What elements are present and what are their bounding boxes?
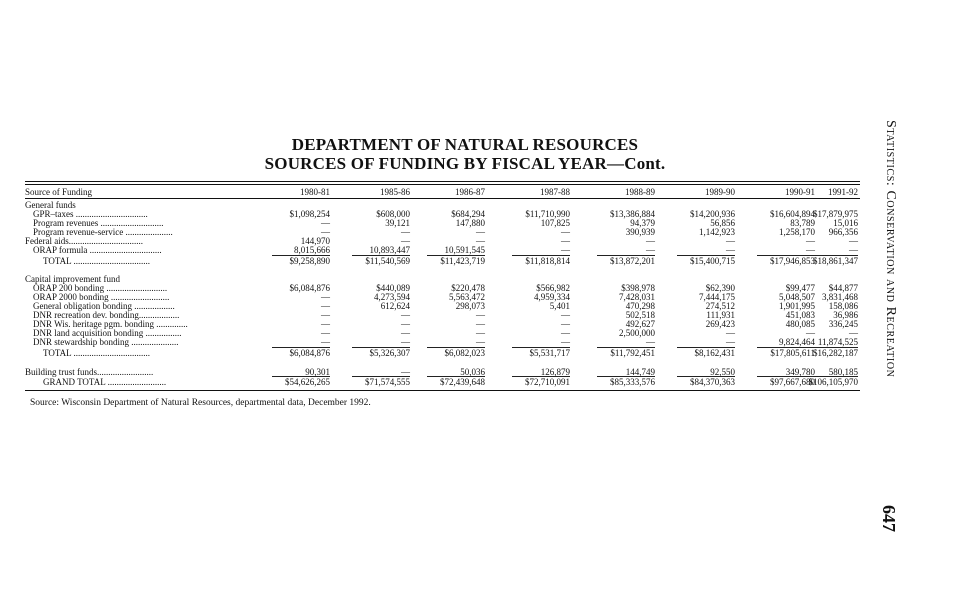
cell-value: $5,326,307 bbox=[369, 348, 410, 358]
row-label: GPR–taxes ................................ bbox=[33, 210, 148, 219]
cell-value: $17,879,975 bbox=[813, 209, 858, 219]
cell-value: — bbox=[849, 245, 858, 255]
row-label: DNR stewardship bonding ..................... bbox=[33, 338, 179, 347]
total-rule bbox=[427, 347, 485, 348]
cell-value: 612,624 bbox=[380, 301, 410, 311]
cell-value: — bbox=[561, 227, 570, 237]
row-label: Building trust funds......................... bbox=[25, 368, 154, 377]
row-label: Capital improvement fund bbox=[25, 275, 120, 284]
cell-value: — bbox=[401, 367, 410, 377]
cell-value: — bbox=[401, 328, 410, 338]
cell-value: $11,540,569 bbox=[365, 256, 410, 266]
cell-value: — bbox=[321, 328, 330, 338]
table-row bbox=[25, 246, 860, 255]
cell-value: 451,083 bbox=[785, 310, 815, 320]
cell-value: 90,301 bbox=[305, 367, 330, 377]
cell-value: 15,016 bbox=[833, 218, 858, 228]
cell-value: $15,400,715 bbox=[690, 256, 735, 266]
table-row bbox=[25, 378, 860, 387]
total-rule bbox=[677, 347, 735, 348]
cell-value: — bbox=[321, 319, 330, 329]
cell-value: — bbox=[726, 236, 735, 246]
cell-value: $16,604,894 bbox=[770, 209, 815, 219]
cell-value: $11,792,451 bbox=[610, 348, 655, 358]
cell-value: $18,861,347 bbox=[813, 256, 858, 266]
row-label: TOTAL .................................. bbox=[43, 257, 151, 266]
cell-value: 126,879 bbox=[540, 367, 570, 377]
header-year-1987-88: 1987-88 bbox=[540, 187, 570, 197]
cell-value: $220,478 bbox=[451, 283, 485, 293]
total-rule bbox=[272, 347, 330, 348]
cell-value: $11,818,814 bbox=[525, 256, 570, 266]
total-rule bbox=[800, 347, 858, 348]
header-year-1989-90: 1989-90 bbox=[705, 187, 735, 197]
table-top-rule bbox=[25, 181, 860, 182]
cell-value: 36,986 bbox=[833, 310, 858, 320]
cell-value: — bbox=[321, 292, 330, 302]
row-label: TOTAL .................................. bbox=[43, 349, 151, 358]
total-rule bbox=[800, 376, 858, 377]
cell-value: $17,805,611 bbox=[770, 348, 815, 358]
cell-value: 7,444,175 bbox=[699, 292, 735, 302]
total-rule bbox=[512, 255, 570, 256]
table-row bbox=[25, 338, 860, 347]
cell-value: 470,298 bbox=[625, 301, 655, 311]
row-label: ORAP formula ................................ bbox=[33, 246, 162, 255]
total-rule bbox=[800, 255, 858, 256]
cell-value: — bbox=[561, 337, 570, 347]
cell-value: 107,825 bbox=[540, 218, 570, 228]
cell-value: 147,880 bbox=[455, 218, 485, 228]
cell-value: 8,015,666 bbox=[294, 245, 330, 255]
side-running-header: Statistics: Conservation and Recreation bbox=[883, 120, 898, 378]
cell-value: — bbox=[321, 218, 330, 228]
cell-value: $566,982 bbox=[536, 283, 570, 293]
cell-value: $17,946,853 bbox=[770, 256, 815, 266]
cell-value: — bbox=[806, 245, 815, 255]
page-subtitle: SOURCES OF FUNDING BY FISCAL YEAR—Cont. bbox=[264, 154, 666, 173]
cell-value: 11,874,525 bbox=[817, 337, 858, 347]
cell-value: $97,667,680 bbox=[770, 377, 815, 387]
cell-value: — bbox=[561, 245, 570, 255]
cell-value: 502,518 bbox=[625, 310, 655, 320]
cell-value: — bbox=[476, 337, 485, 347]
cell-value: — bbox=[321, 310, 330, 320]
total-rule bbox=[597, 347, 655, 348]
cell-value: 274,512 bbox=[705, 301, 735, 311]
header-year-1985-86: 1985-86 bbox=[380, 187, 410, 197]
cell-value: $72,439,648 bbox=[440, 377, 485, 387]
cell-value: $71,574,555 bbox=[365, 377, 410, 387]
cell-value: $8,162,431 bbox=[694, 348, 735, 358]
cell-value: 9,824,464 bbox=[779, 337, 815, 347]
cell-value: 158,086 bbox=[828, 301, 858, 311]
cell-value: — bbox=[646, 337, 655, 347]
cell-value: 56,856 bbox=[710, 218, 735, 228]
total-rule bbox=[272, 255, 330, 256]
cell-value: $54,626,265 bbox=[285, 377, 330, 387]
cell-value: 7,428,031 bbox=[619, 292, 655, 302]
total-rule bbox=[597, 255, 655, 256]
header-underline bbox=[25, 198, 860, 199]
cell-value: — bbox=[321, 337, 330, 347]
total-rule bbox=[597, 376, 655, 377]
cell-value: $684,294 bbox=[451, 209, 485, 219]
cell-value: 39,121 bbox=[385, 218, 410, 228]
cell-value: 144,970 bbox=[300, 236, 330, 246]
cell-value: — bbox=[561, 236, 570, 246]
total-rule bbox=[427, 376, 485, 377]
table-top-rule-2 bbox=[25, 184, 860, 185]
cell-value: $608,000 bbox=[376, 209, 410, 219]
table-header-row bbox=[25, 188, 860, 197]
cell-value: 5,401 bbox=[549, 301, 570, 311]
cell-value: 10,591,545 bbox=[444, 245, 485, 255]
header-year-1980-81: 1980-81 bbox=[300, 187, 330, 197]
cell-value: — bbox=[321, 227, 330, 237]
cell-value: — bbox=[726, 328, 735, 338]
cell-value: 1,258,170 bbox=[779, 227, 815, 237]
row-label: General obligation bonding .................. bbox=[33, 302, 175, 311]
cell-value: 1,142,923 bbox=[699, 227, 735, 237]
cell-value: $13,386,884 bbox=[610, 209, 655, 219]
cell-value: — bbox=[849, 328, 858, 338]
cell-value: 83,789 bbox=[790, 218, 815, 228]
table-row bbox=[25, 257, 860, 266]
cell-value: $5,531,717 bbox=[529, 348, 570, 358]
cell-value: — bbox=[401, 310, 410, 320]
cell-value: — bbox=[561, 310, 570, 320]
cell-value: $1,098,254 bbox=[289, 209, 330, 219]
row-label: DNR land acquisition bonding ................ bbox=[33, 329, 182, 338]
cell-value: $398,978 bbox=[621, 283, 655, 293]
cell-value: — bbox=[401, 236, 410, 246]
page-title: DEPARTMENT OF NATURAL RESOURCES bbox=[291, 135, 639, 154]
row-label: ORAP 2000 bonding .......................... bbox=[33, 293, 170, 302]
row-label: ORAP 200 bonding ........................... bbox=[33, 284, 168, 293]
cell-value: — bbox=[321, 301, 330, 311]
table-row bbox=[25, 349, 860, 358]
cell-value: 94,379 bbox=[630, 218, 655, 228]
cell-value: 336,245 bbox=[828, 319, 858, 329]
row-label: GRAND TOTAL .......................... bbox=[43, 378, 167, 387]
row-label: General funds bbox=[25, 201, 76, 210]
row-label: DNR recreation dev. bonding.................. bbox=[33, 311, 180, 320]
cell-value: $44,877 bbox=[828, 283, 858, 293]
total-rule bbox=[677, 255, 735, 256]
cell-value: 298,073 bbox=[455, 301, 485, 311]
cell-value: $62,390 bbox=[705, 283, 735, 293]
cell-value: $440,089 bbox=[376, 283, 410, 293]
cell-value: — bbox=[806, 328, 815, 338]
cell-value: 50,036 bbox=[460, 367, 485, 377]
cell-value: — bbox=[476, 328, 485, 338]
cell-value: 966,356 bbox=[828, 227, 858, 237]
cell-value: $6,084,876 bbox=[289, 283, 330, 293]
cell-value: 3,831,468 bbox=[822, 292, 858, 302]
cell-value: 480,085 bbox=[785, 319, 815, 329]
header-source-of-funding: Source of Funding bbox=[25, 188, 92, 197]
cell-value: $14,200,936 bbox=[690, 209, 735, 219]
cell-value: $6,082,023 bbox=[444, 348, 485, 358]
header-year-1991-92: 1991-92 bbox=[828, 187, 858, 197]
cell-value: $72,710,091 bbox=[525, 377, 570, 387]
cell-value: — bbox=[476, 227, 485, 237]
row-label: DNR Wis. heritage pgm. bonding .............. bbox=[33, 320, 188, 329]
cell-value: — bbox=[401, 337, 410, 347]
row-label: Program revenue-service ..................... bbox=[33, 228, 173, 237]
cell-value: — bbox=[476, 310, 485, 320]
cell-value: 10,893,447 bbox=[369, 245, 410, 255]
header-year-1986-87: 1986-87 bbox=[455, 187, 485, 197]
cell-value: $16,282,187 bbox=[813, 348, 858, 358]
table-bottom-rule bbox=[25, 390, 860, 391]
cell-value: 92,550 bbox=[710, 367, 735, 377]
cell-value: 2,500,000 bbox=[619, 328, 655, 338]
page-number: 647 bbox=[879, 505, 899, 532]
cell-value: — bbox=[646, 245, 655, 255]
cell-value: 4,273,594 bbox=[374, 292, 410, 302]
total-rule bbox=[677, 376, 735, 377]
cell-value: 5,563,472 bbox=[449, 292, 485, 302]
total-rule bbox=[272, 376, 330, 377]
cell-value: 5,048,507 bbox=[779, 292, 815, 302]
cell-value: $99,477 bbox=[785, 283, 815, 293]
cell-value: 492,627 bbox=[625, 319, 655, 329]
row-label: Program revenues ............................ bbox=[33, 219, 164, 228]
source-note: Source: Wisconsin Department of Natural Resources, departmental data, December 1992. bbox=[30, 398, 371, 408]
cell-value: — bbox=[401, 319, 410, 329]
cell-value: $11,710,990 bbox=[525, 209, 570, 219]
cell-value: 390,939 bbox=[625, 227, 655, 237]
total-rule bbox=[427, 255, 485, 256]
total-rule bbox=[352, 255, 410, 256]
cell-value: — bbox=[476, 319, 485, 329]
cell-value: — bbox=[726, 337, 735, 347]
total-rule bbox=[512, 376, 570, 377]
total-rule bbox=[352, 347, 410, 348]
cell-value: 111,931 bbox=[706, 310, 735, 320]
cell-value: 4,959,334 bbox=[534, 292, 570, 302]
cell-value: $106,105,970 bbox=[808, 377, 858, 387]
cell-value: — bbox=[806, 236, 815, 246]
cell-value: 144,749 bbox=[625, 367, 655, 377]
total-rule bbox=[352, 376, 410, 377]
row-label: Federal aids................................. bbox=[25, 237, 143, 246]
cell-value: $85,333,576 bbox=[610, 377, 655, 387]
cell-value: 349,780 bbox=[785, 367, 815, 377]
cell-value: $11,423,719 bbox=[440, 256, 485, 266]
cell-value: — bbox=[849, 236, 858, 246]
cell-value: — bbox=[476, 236, 485, 246]
header-year-1990-91: 1990-91 bbox=[785, 187, 815, 197]
cell-value: $9,258,890 bbox=[289, 256, 330, 266]
cell-value: 269,423 bbox=[705, 319, 735, 329]
cell-value: $84,370,363 bbox=[690, 377, 735, 387]
cell-value: 1,901,995 bbox=[779, 301, 815, 311]
cell-value: — bbox=[561, 319, 570, 329]
cell-value: — bbox=[401, 227, 410, 237]
header-year-1988-89: 1988-89 bbox=[625, 187, 655, 197]
cell-value: 580,185 bbox=[828, 367, 858, 377]
total-rule bbox=[512, 347, 570, 348]
cell-value: $6,084,876 bbox=[289, 348, 330, 358]
cell-value: $13,872,201 bbox=[610, 256, 655, 266]
cell-value: — bbox=[561, 328, 570, 338]
cell-value: — bbox=[646, 236, 655, 246]
cell-value: — bbox=[726, 245, 735, 255]
